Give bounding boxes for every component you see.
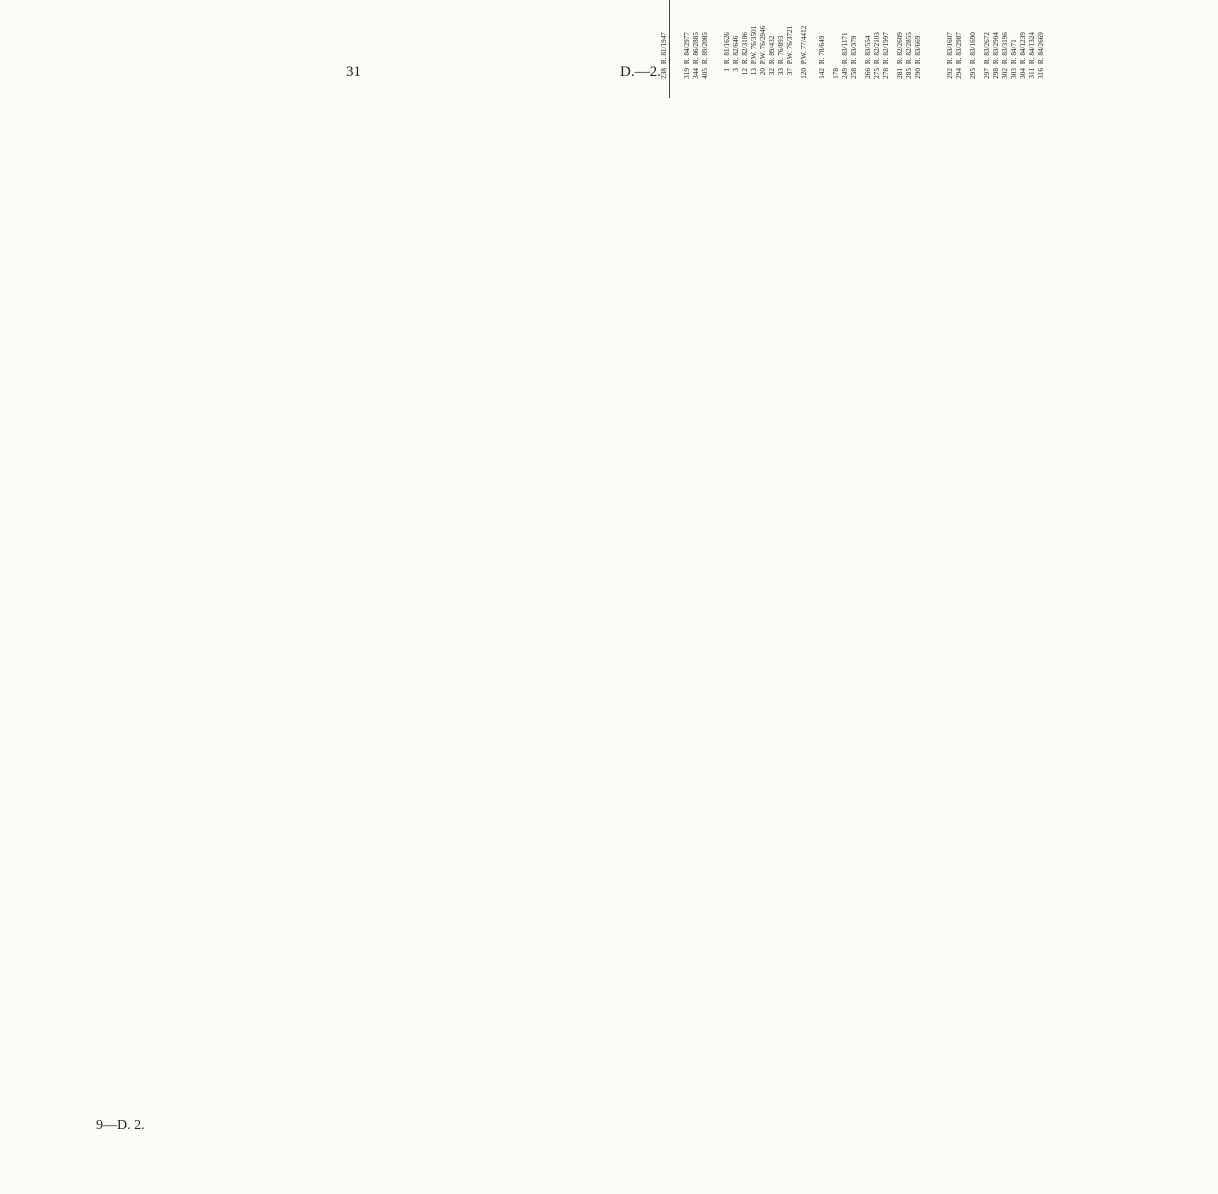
table-row <box>683 0 692 98</box>
table-cell: P.W. 77/4412 <box>800 25 808 65</box>
hurunui-section-title <box>710 0 723 98</box>
table-cell: R. 84/2977 <box>683 32 691 65</box>
table-cell: R. 82/646 <box>732 35 740 65</box>
table-cell: R. 83/1607 <box>946 32 954 65</box>
table-cell: R. 78/649 <box>818 35 826 65</box>
table-cell: 311 <box>1028 68 1036 79</box>
table-cell: 344 <box>692 68 700 79</box>
table-cell: R. 83/669 <box>914 35 922 65</box>
siding-table <box>660 0 1046 98</box>
rotated-table-page <box>646 0 1218 98</box>
table-cell: R. 83/2987 <box>955 32 963 65</box>
table-cell: R. 81/1626 <box>723 32 731 65</box>
table-cell: R. 82/2103 <box>873 32 881 65</box>
table-cell: P.W. 76/3721 <box>786 25 794 65</box>
footnotes <box>1050 0 1059 98</box>
table-row <box>1037 0 1046 98</box>
table-row <box>1001 0 1010 98</box>
table-cell: 304 <box>1019 68 1027 79</box>
table-cell: 278 <box>882 68 890 79</box>
table-cell: 142 <box>818 68 826 79</box>
table-cell: R. 84/1324 <box>1028 32 1036 65</box>
table-row <box>850 0 859 98</box>
table-cell: 302 <box>1001 68 1009 79</box>
table-cell <box>932 66 941 98</box>
table-cell: 297 <box>983 68 991 79</box>
table-cell: 303 <box>1010 68 1018 79</box>
section-heading-row <box>710 0 723 98</box>
table-row <box>800 0 809 98</box>
table-cell: R. 82/3186 <box>741 32 749 65</box>
table-row <box>969 0 978 98</box>
table-cell: R. 83/1690 <box>969 32 977 65</box>
table-cell: 37 <box>786 68 794 76</box>
table-row <box>786 0 795 98</box>
table-cell: 238 <box>660 66 670 98</box>
document-reference: D.—2. <box>620 64 661 80</box>
table-row <box>914 0 923 98</box>
table-cell: R. 82/2855 <box>905 32 913 65</box>
table-row <box>1010 0 1019 98</box>
table-cell: P.W. 76/3501 <box>750 25 758 65</box>
table-cell <box>923 66 932 98</box>
table-cell: 294 <box>955 68 963 79</box>
table-row <box>946 0 955 98</box>
table-row <box>809 0 818 98</box>
table-cell: R. 89/432 <box>768 35 776 65</box>
table-cell: 12 <box>741 68 749 76</box>
table-row <box>832 0 841 98</box>
table-row <box>723 0 732 98</box>
table-cell <box>832 0 841 66</box>
table-row <box>932 0 941 98</box>
table-row <box>660 0 670 98</box>
greymouth-section-title <box>670 0 684 98</box>
table-cell: 316 <box>1037 68 1045 79</box>
table-cell <box>809 66 818 98</box>
table-cell: R. 83/554 <box>864 35 872 65</box>
table-cell: 178 <box>832 68 840 79</box>
table-row <box>1019 0 1028 98</box>
table-row <box>701 0 710 98</box>
table-cell: R. 82/2609 <box>896 32 904 65</box>
table-cell: R. 83/379 <box>850 35 858 65</box>
table-row <box>841 0 850 98</box>
table-cell <box>932 0 941 66</box>
table-row <box>882 0 891 98</box>
table-cell: R. 83/2904 <box>992 32 1000 65</box>
table-row <box>741 0 750 98</box>
table-cell: 249 <box>841 68 849 79</box>
table-row <box>873 0 882 98</box>
table-row <box>732 0 741 98</box>
table-cell: 258 <box>850 68 858 79</box>
table-cell: R. 84/1239 <box>1019 32 1027 65</box>
table-cell <box>809 0 818 66</box>
table-row <box>750 0 759 98</box>
section-heading-row <box>670 0 684 98</box>
table-row <box>692 0 701 98</box>
table-cell: 1 <box>723 68 731 72</box>
table-cell: 405 <box>701 68 709 79</box>
page-number: 31 <box>346 64 361 80</box>
table-cell <box>923 0 932 66</box>
table-row <box>923 0 932 98</box>
table-cell: R. 82/1997 <box>882 32 890 65</box>
table-cell: 292 <box>946 68 954 79</box>
nelson-section-title <box>648 0 658 98</box>
table-cell: 290 <box>914 68 922 79</box>
table-row <box>905 0 914 98</box>
table-row <box>983 0 992 98</box>
table-row <box>777 0 786 98</box>
table-cell: R. 76/893 <box>777 35 785 65</box>
table-cell: R. 89/2085 <box>701 32 709 65</box>
table-cell: 33 <box>777 68 785 76</box>
table-cell: 3 <box>732 68 740 72</box>
table-cell: 285 <box>905 68 913 79</box>
table-cell: R. 81/1947 <box>660 0 670 66</box>
table-cell: R. 84/2669 <box>1037 32 1045 65</box>
table-cell: 319 <box>683 68 691 79</box>
table-row <box>1028 0 1037 98</box>
table-row <box>896 0 905 98</box>
table-cell: 295 <box>969 68 977 79</box>
table-row <box>992 0 1001 98</box>
table-row <box>864 0 873 98</box>
table-cell: 120 <box>800 68 808 79</box>
table-cell: 266 <box>864 68 872 79</box>
table-cell: 32 <box>768 68 776 76</box>
table-cell: R. 83/3196 <box>1001 32 1009 65</box>
table-cell: 298 <box>992 68 1000 79</box>
table-cell: R. 86/2885 <box>692 32 700 65</box>
sheet-signature: 9—D. 2. <box>96 1118 145 1133</box>
table-row <box>759 0 768 98</box>
table-cell: 281 <box>896 68 904 79</box>
table-row <box>818 0 827 98</box>
table-row <box>955 0 964 98</box>
table-cell: 275 <box>873 68 881 79</box>
table-row <box>768 0 777 98</box>
table-cell: P.W. 76/2946 <box>759 25 767 65</box>
table-cell: R. 83/2672 <box>983 32 991 65</box>
table-cell: R. 83/1171 <box>841 32 849 65</box>
table-cell: R. 84/71 <box>1010 39 1018 65</box>
table-cell: 20 <box>759 68 767 76</box>
table-cell: 13 <box>750 68 758 76</box>
